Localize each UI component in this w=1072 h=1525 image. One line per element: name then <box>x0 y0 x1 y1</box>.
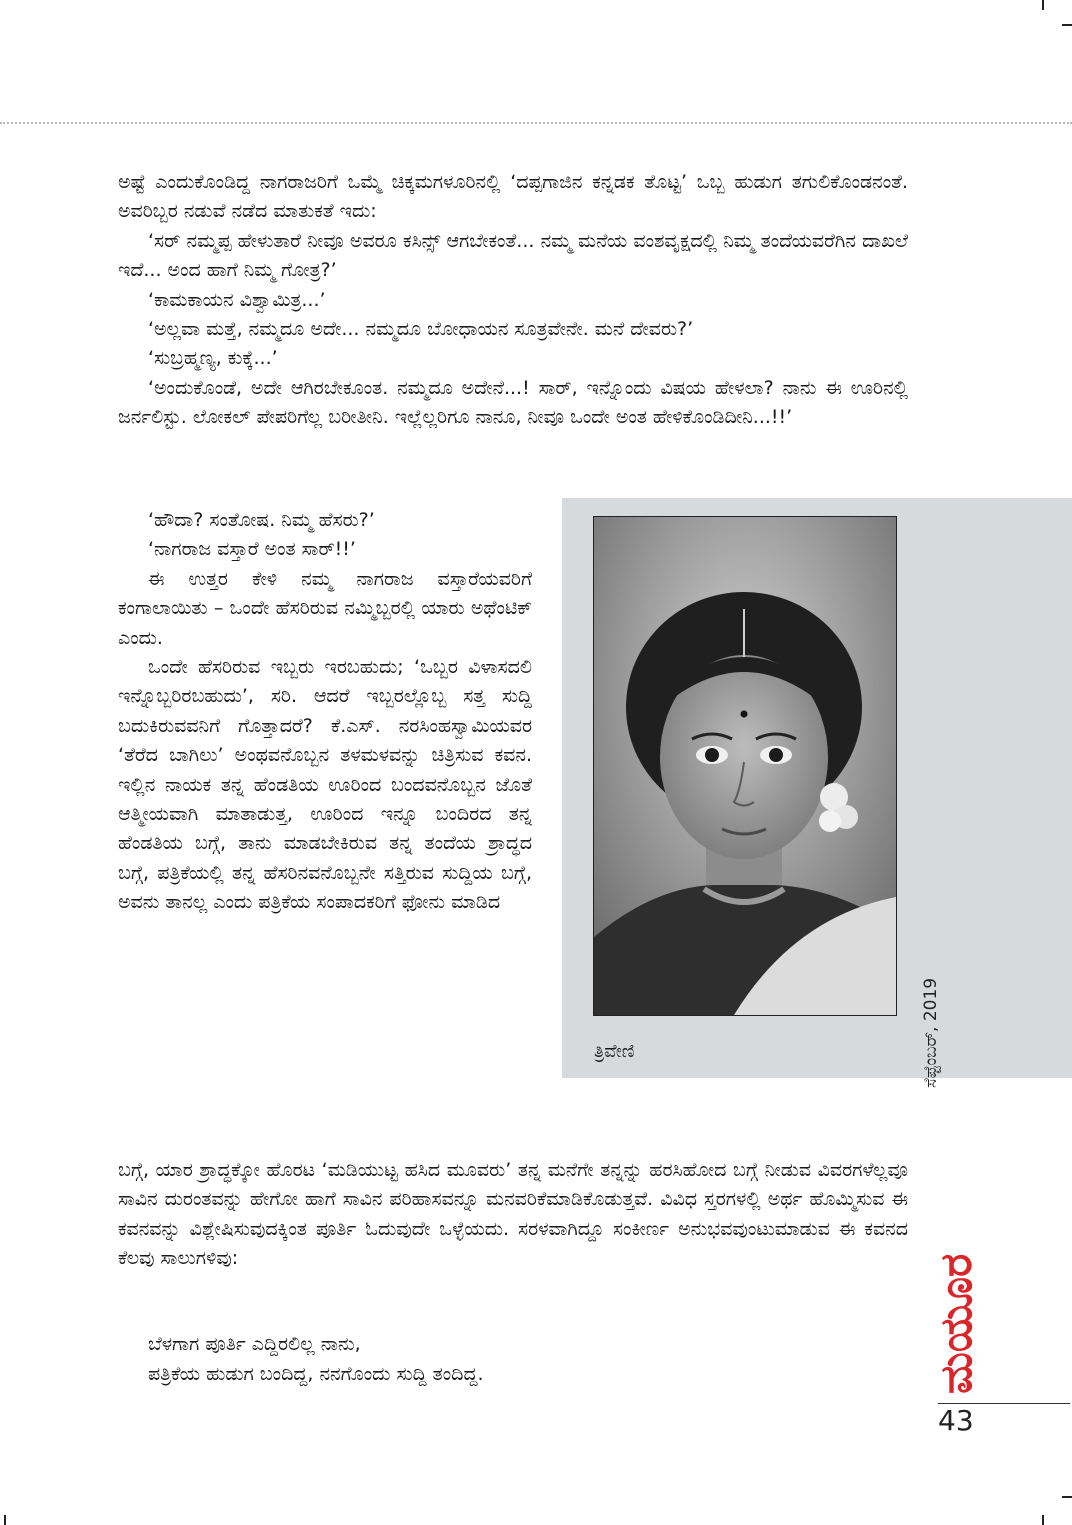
paragraph-8: ‘ನಾಗರಾಜ ವಸ್ತಾರೆ ಅಂತ ಸಾರ್!!’ <box>148 538 356 561</box>
crop-mark-bottom-left <box>4 1515 6 1525</box>
portrait-illustration <box>594 517 896 1015</box>
crop-mark-top-right <box>1042 0 1044 10</box>
header-dotted-rule <box>0 122 1072 124</box>
article-top-block <box>118 168 908 433</box>
verse-line-2: ಪತ್ರಿಕೆಯ ಹುಡುಗ ಬಂದಿದ್ದ, ನನಗೊಂದು ಸುದ್ದಿ ತಂದಿದ್ದ. <box>148 1363 484 1385</box>
article-narrow-block <box>118 506 532 918</box>
crop-mark-bottom-right <box>1042 1515 1044 1525</box>
verse-line-1: ಬೆಳಗಾಗ ಪೂರ್ತಿ ಎದ್ದಿರಲಿಲ್ಲ ನಾನು, <box>148 1333 361 1355</box>
magazine-logo <box>932 1254 982 1394</box>
paragraph-3: ‘ಕಾಮಕಾಯನ ವಿಶ್ವಾಮಿತ್ರ...’ <box>148 288 326 311</box>
paragraph-9: ಈ ಉತ್ತರ ಕೇಳಿ ನಮ್ಮ ನಾಗರಾಜ ವಸ್ತಾರೆಯವರಿಗೆ ಕಂಗಾಲಾಯಿತು – ಒಂದೇ ಹೆಸರಿರುವ ನಮ್ಮಿಬ್ಬರಲ್ಲಿ ಯಾರು ಅಥೆಂಟಿಕ್ ಎಂದು. <box>118 567 532 649</box>
article-bottom-block <box>118 1156 908 1274</box>
photo-caption: ತ್ರಿವೇಣಿ <box>594 1041 635 1062</box>
paragraph-2: ‘ಸರ್ ನಮ್ಮಪ್ಪ ಹೇಳುತಾರೆ ನೀವೂ ಅವರೂ ಕಸಿನ್ಸ್ ಆಗಬೇಕಂತೆ... ನಮ್ಮ ಮನೆಯ ವಂಶವೃಕ್ಷದಲ್ಲಿ ನಿಮ್ಮ ತಂದೆಯವರೆಗಿನ ದಾಖಲೆ ಇದೆ... ಅಂದ ಹಾಗೆ ನಿಮ್ಮ ಗೋತ್ರ?’ <box>118 229 908 282</box>
issue-date-text: ಸೆಪ್ಟೆಂಬರ್, 2019 <box>921 977 941 1088</box>
paragraph-7: ‘ಹೌದಾ? ಸಂತೋಷ. ನಿಮ್ಮ ಹೆಸರು?’ <box>148 509 375 531</box>
paragraph-4: ‘ಅಲ್ಲವಾ ಮತ್ತೆ, ನಮ್ಮದೂ ಅದೇ... ನಮ್ಮದೂ ಬೋಧಾಯನ ಸೂತ್ರವೇನೇ. ಮನೆ ದೇವರು?’ <box>148 318 694 341</box>
paragraph-6: ‘ಅಂದುಕೊಂಡೆ, ಅದೇ ಆಗಿರಬೇಕೂಂತ. ನಮ್ಮದೂ ಅದೇನೆ...! ಸಾರ್, ಇನ್ನೊಂದು ವಿಷಯ ಹೇಳಲಾ? ನಾನು ಈ ಊರಿನಲ್ಲಿ ಜರ್ನಲಿಸ್ಟು. ಲೋಕಲ್ ಪೇಪರಿಗೆಲ್ಲ ಬರೀತೀನಿ. ಇಲ್ಲೆಲ್ಲರಿಗೂ ನಾನೂ, ನೀವೂ ಒಂದೇ ಅಂತ ಹೇಳಿಕೊಂಡಿದೀನಿ...!!’ <box>118 376 908 429</box>
issue-date <box>921 928 979 1088</box>
paragraph-5: ‘ಸುಬ್ರಹ್ಮಣ್ಯ, ಕುಕ್ಕೆ...’ <box>148 347 278 370</box>
paragraph-10: ಒಂದೇ ಹೆಸರಿರುವ ಇಬ್ಬರು ಇರಬಹುದು; ‘ಒಬ್ಬರ ವಿಳಾಸದಲಿ ಇನ್ನೊಬ್ಬರಿರಬಹುದು’, ಸರಿ. ಆದರೆ ಇಬ್ಬರಲ್ಲೊಬ್ಬ ಸತ್ತ ಸುದ್ದಿ ಬದುಕಿರುವವನಿಗೆ ಗೊತ್ತಾದರೆ? ಕೆ.ಎಸ್. ನರಸಿಂಹಸ್ವಾಮಿಯವರ ‘ತೆರೆದ ಬಾಗಿಲು’ ಅಂಥವನೊಬ್ಬನ ತಳಮಳವನ್ನು ಚಿತ್ರಿಸುವ ಕವನ. ಇಲ್ಲಿನ ನಾಯಕ ತನ್ನ ಹೆಂಡತಿಯ ಊರಿಂದ ಬಂದವನೊಬ್ಬನ ಜೊತೆ ಆತ್ಮೀಯವಾಗಿ ಮಾತಾಡುತ್ತ, ಊರಿಂದ ಇನ್ನೂ ಬಂದಿರದ ತನ್ನ ಹೆಂಡತಿಯ ಬಗ್ಗೆ, ತಾನು ಮಾಡಬೇಕಿರುವ ತನ್ನ ತಂದೆಯ ಶ್ರಾದ್ಧದ ಬಗ್ಗೆ, ಪತ್ರಿಕೆಯಲ್ಲಿ ತನ್ನ ಹೆಸರಿನವನೊಬ್ಬನೇ ಸತ್ತಿರುವ ಸುದ್ದಿಯ ಬಗ್ಗೆ, ಅವನು ತಾನಲ್ಲ ಎಂದು ಪತ್ರಿಕೆಯ ಸಂಪಾದಕರಿಗೆ ಫೋನು ಮಾಡಿದ <box>118 656 532 914</box>
crop-mark-right-bottom <box>1062 1496 1072 1498</box>
paragraph-1: ಅಷ್ಟೆ ಎಂದುಕೊಂಡಿದ್ದ ನಾಗರಾಜರಿಗೆ ಒಮ್ಮೆ ಚಿಕ್ಕಮಗಳೂರಿನಲ್ಲಿ ‘ದಪ್ಪಗಾಜಿನ ಕನ್ನಡಕ ತೊಟ್ಟ’ ಒಬ್ಬ ಹುಡುಗ ತಗುಲಿಕೊಂಡನಂತೆ. ಅವರಿಬ್ಬರ ನಡುವೆ ನಡೆದ ಮಾತುಕತೆ ಇದು: <box>118 171 908 223</box>
page-number: 43 <box>938 1404 974 1437</box>
portrait-photo <box>593 516 897 1016</box>
paragraph-10-continued: ಬಗ್ಗೆ, ಯಾರ ಶ್ರಾದ್ಧಕ್ಕೋ ಹೊರಟ ‘ಮಡಿಯುಟ್ಟ ಹಸಿದ ಮೂವರು’ ತನ್ನ ಮನೆಗೇ ತನ್ನನ್ನು ಹರಸಿಹೋದ ಬಗ್ಗೆ ನೀಡುವ ವಿವರಗಳೆಲ್ಲವೂ ಸಾವಿನ ದುರಂತವನ್ನು ಹೇಗೋ ಹಾಗೆ ಸಾವಿನ ಪರಿಹಾಸವನ್ನೂ ಮನವರಿಕೆಮಾಡಿಕೊಡುತ್ತವೆ. ವಿವಿಧ ಸ್ತರಗಳಲ್ಲಿ ಅರ್ಥ ಹೊಮ್ಮಿಸುವ ಈ ಕವನವನ್ನು ವಿಶ್ಲೇಷಿಸುವುದಕ್ಕಿಂತ ಪೂರ್ತಿ ಓದುವುದೇ ಒಳ್ಳೆಯದು. ಸರಳವಾಗಿದ್ದೂ ಸಂಕೀರ್ಣ ಅನುಭವವುಂಟುಮಾಡುವ ಈ ಕವನದ ಕೆಲವು ಸಾಲುಗಳಿವು: <box>118 1159 908 1270</box>
magazine-logo-text: ಮಯೂರ <box>931 1253 982 1394</box>
crop-mark-right-top <box>1062 24 1072 26</box>
